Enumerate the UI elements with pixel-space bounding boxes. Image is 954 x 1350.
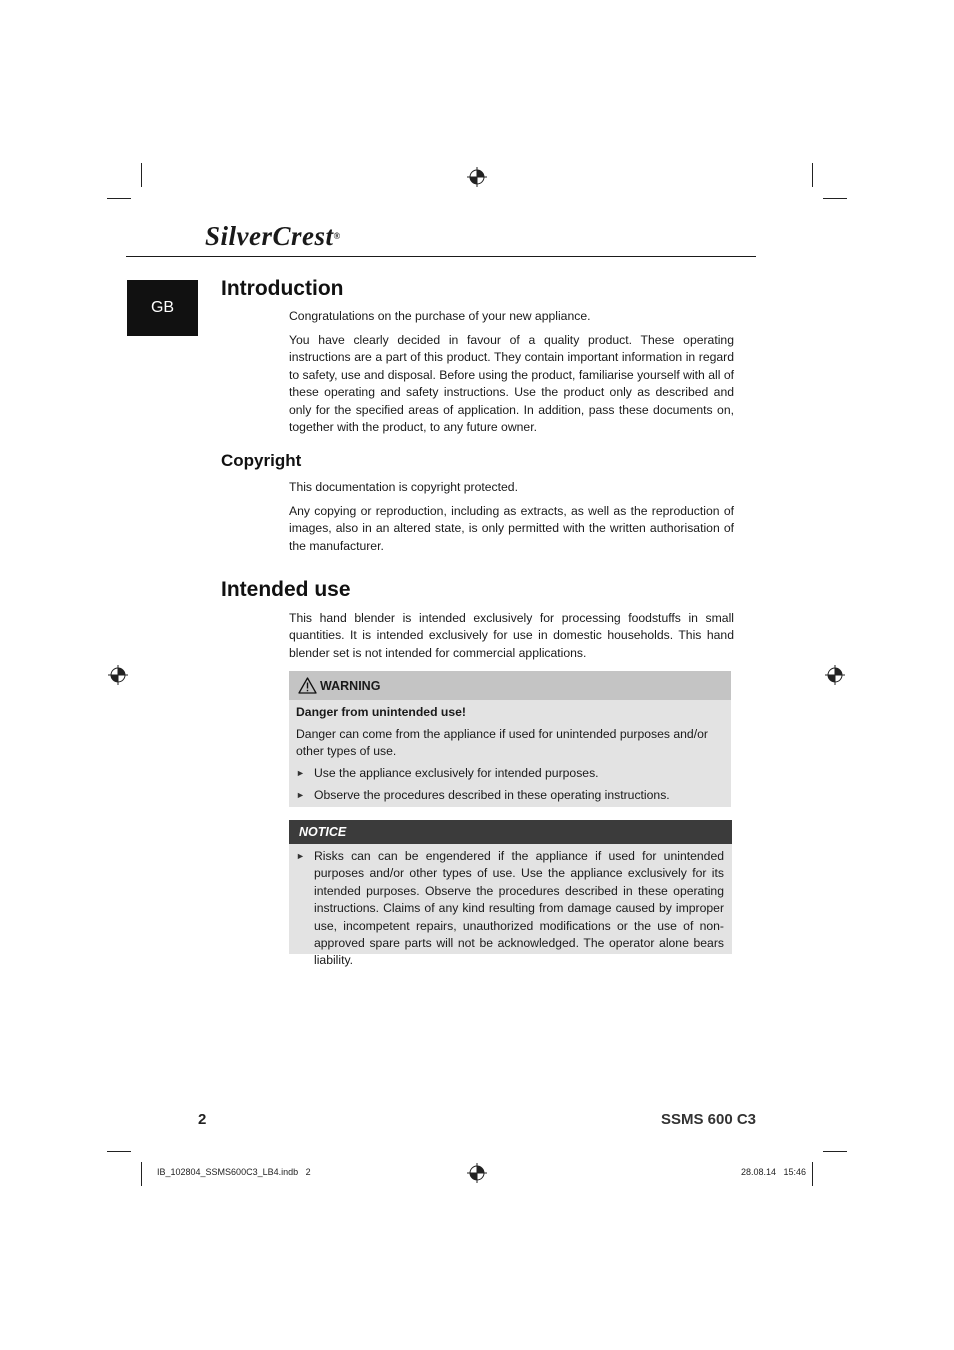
introduction-paragraph-2: You have clearly decided in favour of a quality product. These operating instructions are a part of this product. They contain important information in regard to safety, use and disposal. Before using the product, familiarise yourself with all of these operating and safety instructions. Use the product only as described and only for the specified areas of application. In addition, pass these documents on, together with the product, to any future owner.	[289, 333, 734, 435]
registration-mark-icon	[825, 665, 845, 685]
registration-mark-icon	[467, 1163, 487, 1183]
brand-name: SilverCrest	[205, 221, 334, 251]
language-tab	[127, 280, 198, 336]
language-tab-label: GB	[150, 299, 175, 316]
notice-label: NOTICE	[299, 825, 347, 839]
model-number: SSMS 600 C3	[660, 1111, 756, 1128]
warning-header	[289, 671, 731, 700]
registered-mark: ®	[333, 231, 341, 241]
crop-mark	[812, 1162, 813, 1186]
warning-box	[289, 671, 731, 807]
crop-mark	[823, 198, 847, 199]
print-slug-date: 28.08.14 15:46	[740, 1167, 806, 1177]
crop-mark	[141, 163, 142, 187]
print-slug-file: IB_102804_SSMS600C3_LB4.indb 2	[157, 1167, 311, 1177]
registration-mark-icon	[108, 665, 128, 685]
warning-bullet-text: Observe the procedures described in these operating instructions.	[314, 788, 670, 802]
crop-mark	[141, 1162, 142, 1186]
warning-label: WARNING	[320, 678, 381, 693]
crop-mark	[107, 198, 131, 199]
copyright-paragraph-1: This documentation is copyright protected.	[289, 480, 518, 494]
warning-bullet-text: Use the appliance exclusively for intended purposes.	[314, 766, 599, 780]
notice-box	[289, 820, 732, 968]
introduction-paragraph-1: Congratulations on the purchase of your new appliance.	[289, 309, 591, 323]
triangle-right-icon: ►	[296, 768, 305, 778]
copyright-heading: Copyright	[221, 451, 302, 470]
notice-bullet-text: Risks can can be engendered if the appliance if used for unintended purposes and/or other types of use. Use the appliance exclusively for its intended purposes. Observe the procedures described in these operating instructions. Claims of any kind resulting from damage caused by improper use, incompetent repairs, unauthorized modifications or the use of non-approved spare parts will not be acknowledged. The operator alone bears liability.	[314, 849, 724, 968]
intended-use-paragraph: This hand blender is intended exclusively for processing foodstuffs in small quantities. It is intended exclusively for use in domestic households. This hand blender set is not intended for commercial applications.	[289, 611, 734, 660]
warning-triangle-icon	[298, 677, 317, 694]
crop-mark	[107, 1151, 131, 1152]
triangle-right-icon: ►	[296, 851, 305, 861]
introduction-heading: Introduction	[221, 277, 344, 300]
warning-text: Danger can come from the appliance if used for unintended purposes and/or other types of use.	[296, 727, 708, 759]
crop-mark	[823, 1151, 847, 1152]
list-item	[296, 765, 724, 782]
crop-mark	[812, 163, 813, 187]
list-item	[296, 848, 724, 970]
copyright-paragraph-2: Any copying or reproduction, including as extracts, as well as the reproduction of images, also in an altered state, is only permitted with the written authorisation of the manufacturer.	[289, 504, 734, 553]
triangle-right-icon: ►	[296, 790, 305, 800]
page-number: 2	[198, 1111, 207, 1128]
list-item	[296, 787, 724, 804]
intended-use-heading: Intended use	[221, 578, 351, 601]
notice-header	[289, 820, 732, 844]
header-divider	[126, 256, 756, 257]
warning-title: Danger from unintended use!	[296, 705, 466, 719]
registration-mark-icon	[467, 167, 487, 187]
brand-logo	[205, 222, 341, 250]
